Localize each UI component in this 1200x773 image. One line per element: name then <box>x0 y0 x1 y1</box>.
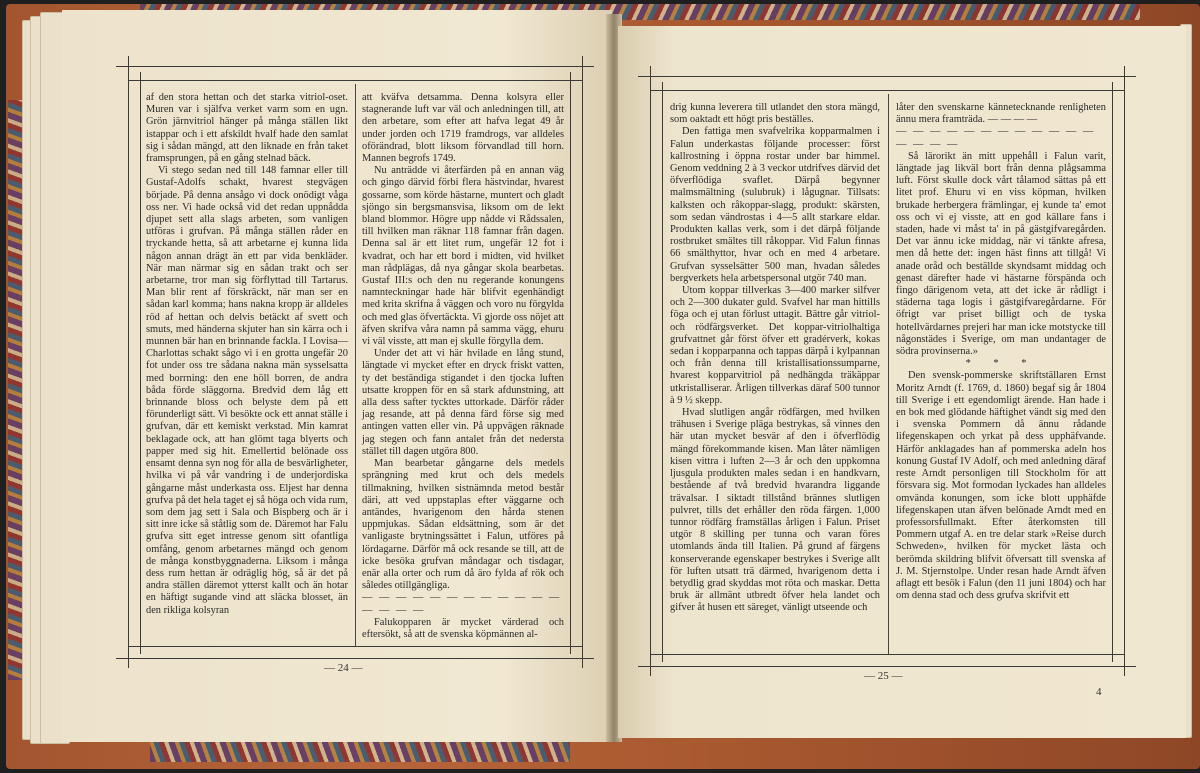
frame-bottom-outer <box>638 666 1136 667</box>
asterism: * * * <box>965 358 1037 370</box>
column-divider <box>888 94 889 654</box>
column-divider <box>355 84 356 646</box>
marbled-edge-bottom <box>150 742 570 762</box>
frame-right-inner <box>570 72 571 654</box>
paragraph: Hvad slutligen angår rödfärgen, med hvilken trähusen i Sverige pläga bestrykas, så vinnes den här utan mycket besvär af den i öfverflödig mängd förekommande kisen. Man låter nämligen kisen vittra i luften 2—3 år och den uppkomna ljusgula produkten males sedan i en handkvarn, bestående af två bredvid hvarandra liggande trävalsar. I siktadt tillstånd brännes slutligen pulvret, tills det erhåller den röda färgen. 1,000 tunnor rödfärg framställas årligen i Falun. Priset utgör 8 skilling per tunna och varan föres utomlands ända till Italien. På grund af färgens konserverande egenskaper bestrykes i Sverige allt för luften utsatt trä därmed, hvarigenom detta i betydlig grad skyddas mot röta och maskar. Detta bruk är allmänt utbredt öfver hela landet och gifver åt husen ett säreget, vänligt utseende och <box>670 407 880 614</box>
sheet-number: 4 <box>1096 686 1102 698</box>
right-page <box>618 26 1186 738</box>
frame-top-inner <box>128 80 582 81</box>
page-number: — 25 — <box>864 670 903 682</box>
text-column-1 <box>670 102 880 615</box>
frame-left-outer <box>650 66 651 676</box>
frame-top-outer <box>116 66 594 67</box>
paragraph: Under det att vi här hvilade en lång stund, längtade vi mycket efter en dryck friskt vatten, ty det beständiga stigandet i den tjocka luften utsatte kroppen för en så stark afdunstning, att alla dess safter tycktes uttorkade. Därför råder jag resande, att på denna färd förse sig med antingen vatten eller vin. På uppvägen räknade jag stegen och fann antalet från det nedersta stället till dagen utgöra 800. <box>362 348 564 457</box>
paragraph: Den fattiga men svafvelrika kopparmalmen i Falun underkastas följande processer: först kallrostning i öppna rostar under bar himmel. Genom veddning 2 à 3 veckor utdrifves därvid det öfverflödiga svaflet. Därpå begynner malmsmältning (sulubruk) i lågugnar. Tillsats: kalksten och råkoppar-slagg, produkt: skärsten, som sedan vändrostas i 4—5 allt starkare eldar. Produkten kallas verk, som i det därpå följande rostbruket smältes till råkoppar. Vid Falun finnas 66 smälthyttor, hvar och en med 4 arbetare. Grufvan sysselsätter 500 man, hvadan således bergverkets hela arbetspersonal utgör 740 man. <box>670 126 880 284</box>
frame-top-outer <box>638 76 1136 77</box>
left-page <box>62 10 612 742</box>
section-break: — — — — — — — — — — — — — — — — <box>896 126 1096 150</box>
frame-left-outer <box>128 56 129 668</box>
paragraph: Den svensk-pommerske skriftställaren Ernst Moritz Arndt (f. 1769, d. 1860) begaf sig år 1804 till Sverige i ett egendomligt ärende. Han hade i en bok med glödande häftighet vändt sig med den i svenska Pommern då ännu rådande lifegenskapen och yrkat på dess upphäfvande. Härför anklagades han af pommerska adeln hos konung Gustaf IV Adolf, och med anledning däraf reste Arndt personligen till Stockholm för att försvara sig. Mot formodan lyckades han alldeles omvända konungen, som icke blott upphäfde lifegenskapen utan äfven belönade Arndt med en professorsfullmakt. Efter återkomsten till Pommern utgaf A. en tre delar stark »Reise durch Schweden», hvilken för mycket lästa och berömda skildring blifvit öfversatt till svenska af J. M. Stjernstolpe. Under resan hade Arndt äfven aflagt ett besök i Falun (den 11 juni 1804) och har om denna stad och dess grufva skrifvit ett <box>896 370 1106 602</box>
text-column-2 <box>896 102 1106 602</box>
frame-bottom-outer <box>116 658 594 659</box>
paragraph: Så lärorikt än mitt uppehåll i Falun varit, längtade jag likväl bort från denna plågsamma luft. Först skulle dock vårt tålamod sättas på ett litet prof. Ehuru vi en viss köpman, hvilken brukade herbergera främlingar, ej kunde ta' emot oss och vi ej visste, att en god källare fans i staden, hade vi måst ta' in på gästgifvaregården. Det var ännu icke middag, när vi tänkte afresa, men då hette det: ingen häst finns att tillgå! Vi anade oråd och beställde skyndsamt middag och genast därefter hade vi hästarne förspända och fingo därigenom veta, att det icke är rådligt i städerna taga logis i gästgifvaregårdarne. För öfrigt var priset billigt och de tyska hotellvärdarnes prejeri har man icke motstycke till någonstädes i Sverige, om man undantager de södra provinserna.» <box>896 150 1106 358</box>
paragraph: att kväfva detsamma. Denna kolsyra eller stagnerande luft var väl och anledningen till, att den arbetare, som efter att hafva legat 49 år under jorden och 1719 framdrogs, var alldeles oförändrad, blott liksom förvandlad till horn. Mannen begrofs 1749. <box>362 92 564 165</box>
paragraph: Vi stego sedan ned till 148 famnar eller till Gustaf-Adolfs schakt, hvarest stegvägen började. På denna ansågo vi dock onödigt våga oss ner. Vi hade också vid det redan uppnådda djupet sett alla slags arbeten, som vanligen utföras i grufvan. På många ställen råder en tryckande hetta, så att arbetarne ej kunna lida någon annan drägt än ett par vida benkläder. När man närmar sig en sådan trakt och ser arbetarne, tror man sig förflyttad till Tartarus. Man blir rent af förskräckt, när man ser en sådan karl komma; hans nakna kropp är alldeles röd af hettan och delvis betäckt af svett och smuts, med händerna skjuter han sin kärra och i munnen bär han en brinnande fackla. I Lovisa—Charlottas schakt sågo vi i en grotta ungefär 20 fot under oss tre sådana nakna män sysselsatta med borrning: den ene höll borren, de andra båda förde släggorna. Bredvid dem låg ett brinnande bloss och belyste dem på ett förunderligt sätt. Vi besökte ock ett annat ställe i grufvan, där ett kemiskt verkstad. Min kamrat beklagade ock, att han glömt taga blyerts och papper med sig hit. Emellertid belönade oss ensamt denna syn nog för alla de besvärligheter, hvilka vi på vår vandring i de underjordiska gångarne måst underkasta oss. Eljest har denna grufva på det hela taget ej så höga och vida rum, som dem jag sett i Sala och Bispberg och är i sitt inre icke så ståtlig som de. Däremot har Falu grufva sitt eget intresse genom sitt ofantliga omfång, genom arbetarnes mängd och genom de många konstbyggnaderna. Liksom i många dess rum hettan är odräglig hög, så är det på andra ställen däremot ytterst kallt och än hotar en häftigt sugande vind att släcka blosset, än den rikliga kolsyran <box>146 165 348 616</box>
frame-right-inner <box>1112 82 1113 662</box>
text-column-1 <box>146 92 348 617</box>
text-column-2 <box>362 92 564 641</box>
frame-left-inner <box>140 72 141 654</box>
paragraph: Falukopparen är mycket värderad och eftersökt, så att de svenska köpmännen al- <box>362 616 564 640</box>
frame-right-outer <box>582 56 583 668</box>
paragraph: Man bearbetar gångarne dels medels sprängning med krut och dels medels tillmakning, hvilken sistnämnda metod består däri, att ved uppstaplas efter väggarne och antändes, hvarigenom den hårda stenen uppmjukas. Sådan eldsättning, som är det vanligaste brytningssättet i Falun, utföres på lördagarne. Därför må ock resande se till, att de icke besöka grufvan måndagar och tisdagar, enär alla orter och rum då äro fylda af rök och således otillgängliga. <box>362 458 564 592</box>
paragraph: låter den svenskarne kännetecknande renligheten ännu mera framträda. — — — — <box>896 102 1106 126</box>
paragraph: Utom koppar tillverkas 3—400 marker silfver och 2—300 dukater guld. Svafvel har man hittills föga och ej utan förlust uttagit. Bättre går vitriol- och rödfärgsverket. Det koppar-vitriolhaltiga grufvattnet går först öfver ett gradérverk, kokas sedan i kopparpanna och tappas därpå i kylpannan och från denna till kristallisationssumparne, hvarest kopparvitriol på nedhängda träkäppar utkristalliserar. Årligen tillverkas däraf 500 tunnor à 9 ½ skepp. <box>670 285 880 406</box>
frame-bottom-inner <box>650 654 1124 655</box>
section-break: — — — — — — — — — — — — — — — — <box>362 592 562 616</box>
frame-left-inner <box>662 82 663 662</box>
paragraph: af den stora hettan och det starka vitriol-oset. Muren var i själfva verket varm som en ugn. Grön järnvitriol hänger på många ställen likt istappar och i ett afskildt hvalf hade den samlat sig i sådan mängd, att den liknade en från taket framsprungen, på en gång stelnad bäck. <box>146 92 348 165</box>
paragraph: drig kunna leverera till utlandet den stora mängd, som oaktadt ett högt pris beställes. <box>670 102 880 126</box>
paragraph: Nu anträdde vi återfärden på en annan väg och gingo därvid förbi flera hästvindar, hvarest gossarne, som körde hästarne, muntert och gladt sjöngo sin bergsmansvisa, liksom om de lekt bland blommor. Högre upp nådde vi Rådssalen, till hvilken man räknar 118 famnar från dagen. Denna sal är ett litet rum, ungefär 12 fot i kvadrat, och har ett bord i midten, vid hvilket man rådplägas, då nya gångar skola bearbetas. Gustaf III:s och den nu regerande konungens namnteckningar hade här blifvit egenhändigt med krita skrifna å väggen och voro nu förgylda och med glas öfvertäckta. Vi gjorde oss nöjet att äfven skrifva våra namn på samma vägg, ehuru vi väl visste, att man ej skulle förgylla dem. <box>362 165 564 348</box>
page-number: — 24 — <box>324 662 363 674</box>
frame-top-inner <box>650 90 1124 91</box>
frame-right-outer <box>1124 66 1125 676</box>
frame-bottom-inner <box>128 646 582 647</box>
